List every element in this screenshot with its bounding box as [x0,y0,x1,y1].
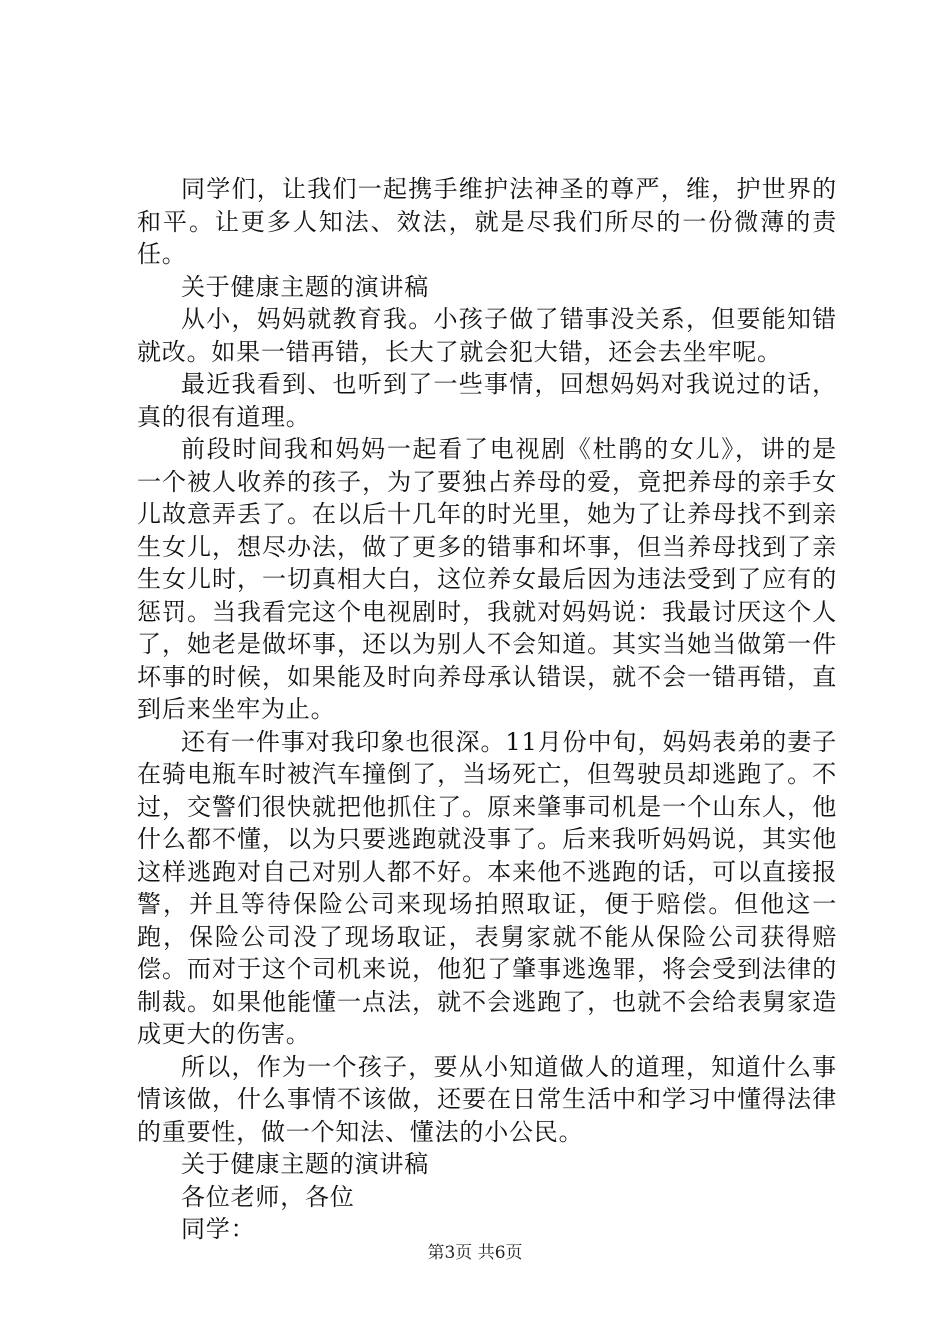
paragraph-closing-appeal: 同学们，让我们一起携手维护法神圣的尊严，维，护世界的和平。让更多人知法、效法，就是尽我们所尽的一份微薄的责任。 [137,175,837,268]
page-number-footer: 第3页 共6页 [427,1243,523,1263]
paragraph-tv-drama: 前段时间我和妈妈一起看了电视剧《杜鹃的女儿》，讲的是一个被人收养的孩子，为了要独占养母的爱，竟把养母的亲手女儿故意弄丢了。在以后十几年的时光里，她为了让养母找不到亲生女儿，想尽办法，做了更多的错事和坏事，但当养母找到了亲生女儿时，一切真相大白，这位养女最后因为违法受到了应有的惩罚。当我看完这个电视剧时，我就对妈妈说：我最讨厌这个人了，她老是做坏事，还以为别人不会知道。其实当她当做第一件坏事的时候，如果能及时向养母承认错误，就不会一错再错，直到后来坐牢为止。 [137,435,837,723]
paragraph-childhood: 从小，妈妈就教育我。小孩子做了错事没关系，但要能知错就改。如果一错再错，长大了就会犯大错，还会去坐牢呢。 [137,305,837,366]
salutation-teachers: 各位老师，各位 [181,1182,355,1211]
speech-title-2: 关于健康主题的演讲稿 [181,1150,429,1178]
speech-title-1: 关于健康主题的演讲稿 [181,272,429,301]
salutation-students: 同学： [181,1215,256,1243]
paragraph-recent: 最近我看到、也听到了一些事情，回想妈妈对我说过的话，真的很有道理。 [137,370,837,431]
document-body [137,173,837,1246]
paragraph-conclusion: 所以，作为一个孩子，要从小知道做人的道理，知道什么事情该做，什么事情不该做，还要在日常生活中和学习中懂得法律的重要性，做一个知法、懂法的小公民。 [137,1052,837,1146]
paragraph-accident: 还有一件事对我印象也很深。11月份中旬，妈妈表弟的妻子在骑电瓶车时被汽车撞倒了，当场死亡，但驾驶员却逃跑了。不过，交警们很快就把他抓住了。原来肇事司机是一个山东人，他什么都不懂，以为只要逃跑就没事了。后来我听妈妈说，其实他这样逃跑对自己对别人都不好。本来他不逃跑的话，可以直接报警，并且等待保险公司来现场拍照取证，便于赔偿。但他这一跑，保险公司没了现场取证，表舅家就不能从保险公司获得赔偿。而对于这个司机来说，他犯了肇事逃逸罪，将会受到法律的制裁。如果他能懂一点法，就不会逃跑了，也就不会给表舅家造成更大的伤害。 [137,727,837,1048]
